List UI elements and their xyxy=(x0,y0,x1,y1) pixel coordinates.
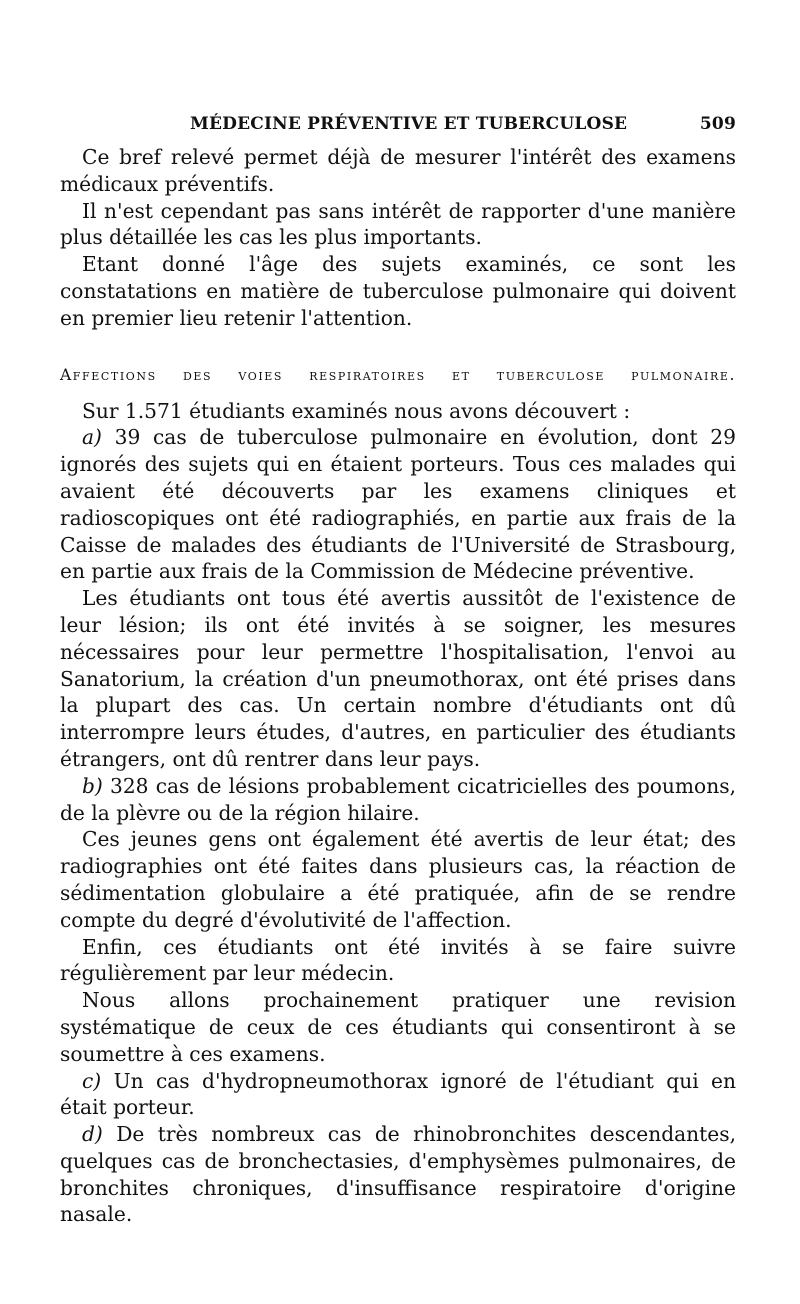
page-number: 509 xyxy=(699,114,736,134)
running-header xyxy=(60,112,736,144)
paragraph-radiographies: Ces jeunes gens ont également été avertis de leur état; des radiographies ont été faites dans plusieurs cas, la réaction de sédimentation globulaire a été pratiquée, afin de se rendre compte du degré d'évolutivité de l'affection. xyxy=(60,827,736,932)
running-title: MÉDECINE PRÉVENTIVE ET TUBERCULOSE xyxy=(190,114,628,134)
item-d-label: d) xyxy=(82,1122,103,1147)
body-text xyxy=(60,398,736,1229)
item-c xyxy=(60,1068,736,1122)
paragraph-count: Sur 1.571 étudiants examinés nous avons découvert : xyxy=(82,398,631,423)
item-a xyxy=(60,424,736,585)
item-b xyxy=(60,773,736,827)
paragraph-revision: Nous allons prochainement pratiquer une revision systématique de ceux de ces étudiants qui consentiront à se soumettre à ces examens. xyxy=(60,988,736,1066)
paragraph-follow-up: Enfin, ces étudiants ont été invités à se faire suivre régulièrement par leur médecin. xyxy=(60,934,736,986)
item-c-label: c) xyxy=(82,1068,102,1093)
item-c-text: Un cas d'hydropneumothorax ignoré de l'étudiant qui en était porteur. xyxy=(60,1068,736,1120)
item-b-label: b) xyxy=(82,773,103,798)
item-a-text: 39 cas de tuberculose pulmonaire en évolution, dont 29 ignorés des sujets qui en étaient porteurs. Tous ces malades qui avaient été découverts par les examens cliniques et radioscopiques ont été radiographiés, en partie aux frais de la Caisse de malades des étudiants de l'Université de Strasbourg, en partie aux frais de la Commission de Médecine préventive. xyxy=(60,425,736,584)
intro-text xyxy=(60,144,736,332)
item-b-text: 328 cas de lésions probablement cicatricielles des poumons, de la plèvre ou de la région hilaire. xyxy=(60,773,736,825)
item-d xyxy=(60,1121,736,1228)
section-heading: Affections des voies respiratoires et tuberculose pulmonaire. xyxy=(60,365,736,384)
paragraph-warning: Les étudiants ont tous été avertis aussitôt de l'existence de leur lésion; ils ont été invités à se soigner, les mesures nécessaires pour leur permettre l'hospitalisation, l'envoi au Sanatorium, la création d'un pneumothorax, ont été prises dans la plupart des cas. Un certain nombre d'étudiants ont dû interrompre leurs études, d'autres, en particulier des étudiants étrangers, ont dû rentrer dans leur pays. xyxy=(60,586,736,771)
intro-paragraph-1: Ce bref relevé permet déjà de mesurer l'intérêt des examens médicaux préventifs. xyxy=(60,145,736,196)
item-d-text: De très nombreux cas de rhinobronchites descendantes, quelques cas de bronchectasies, d'emphysèmes pulmonaires, de bronchites chroniques, d'insuffisance respiratoire d'origine nasale. xyxy=(60,1122,736,1227)
intro-paragraph-3: Etant donné l'âge des sujets examinés, ce sont les constatations en matière de tuberculose pulmonaire qui doivent en premier lieu retenir l'attention. xyxy=(60,252,736,330)
book-page xyxy=(60,112,736,1228)
item-a-label: a) xyxy=(82,425,102,450)
intro-paragraph-2: Il n'est cependant pas sans intérêt de rapporter d'une manière plus détaillée les cas les plus importants. xyxy=(60,198,736,250)
